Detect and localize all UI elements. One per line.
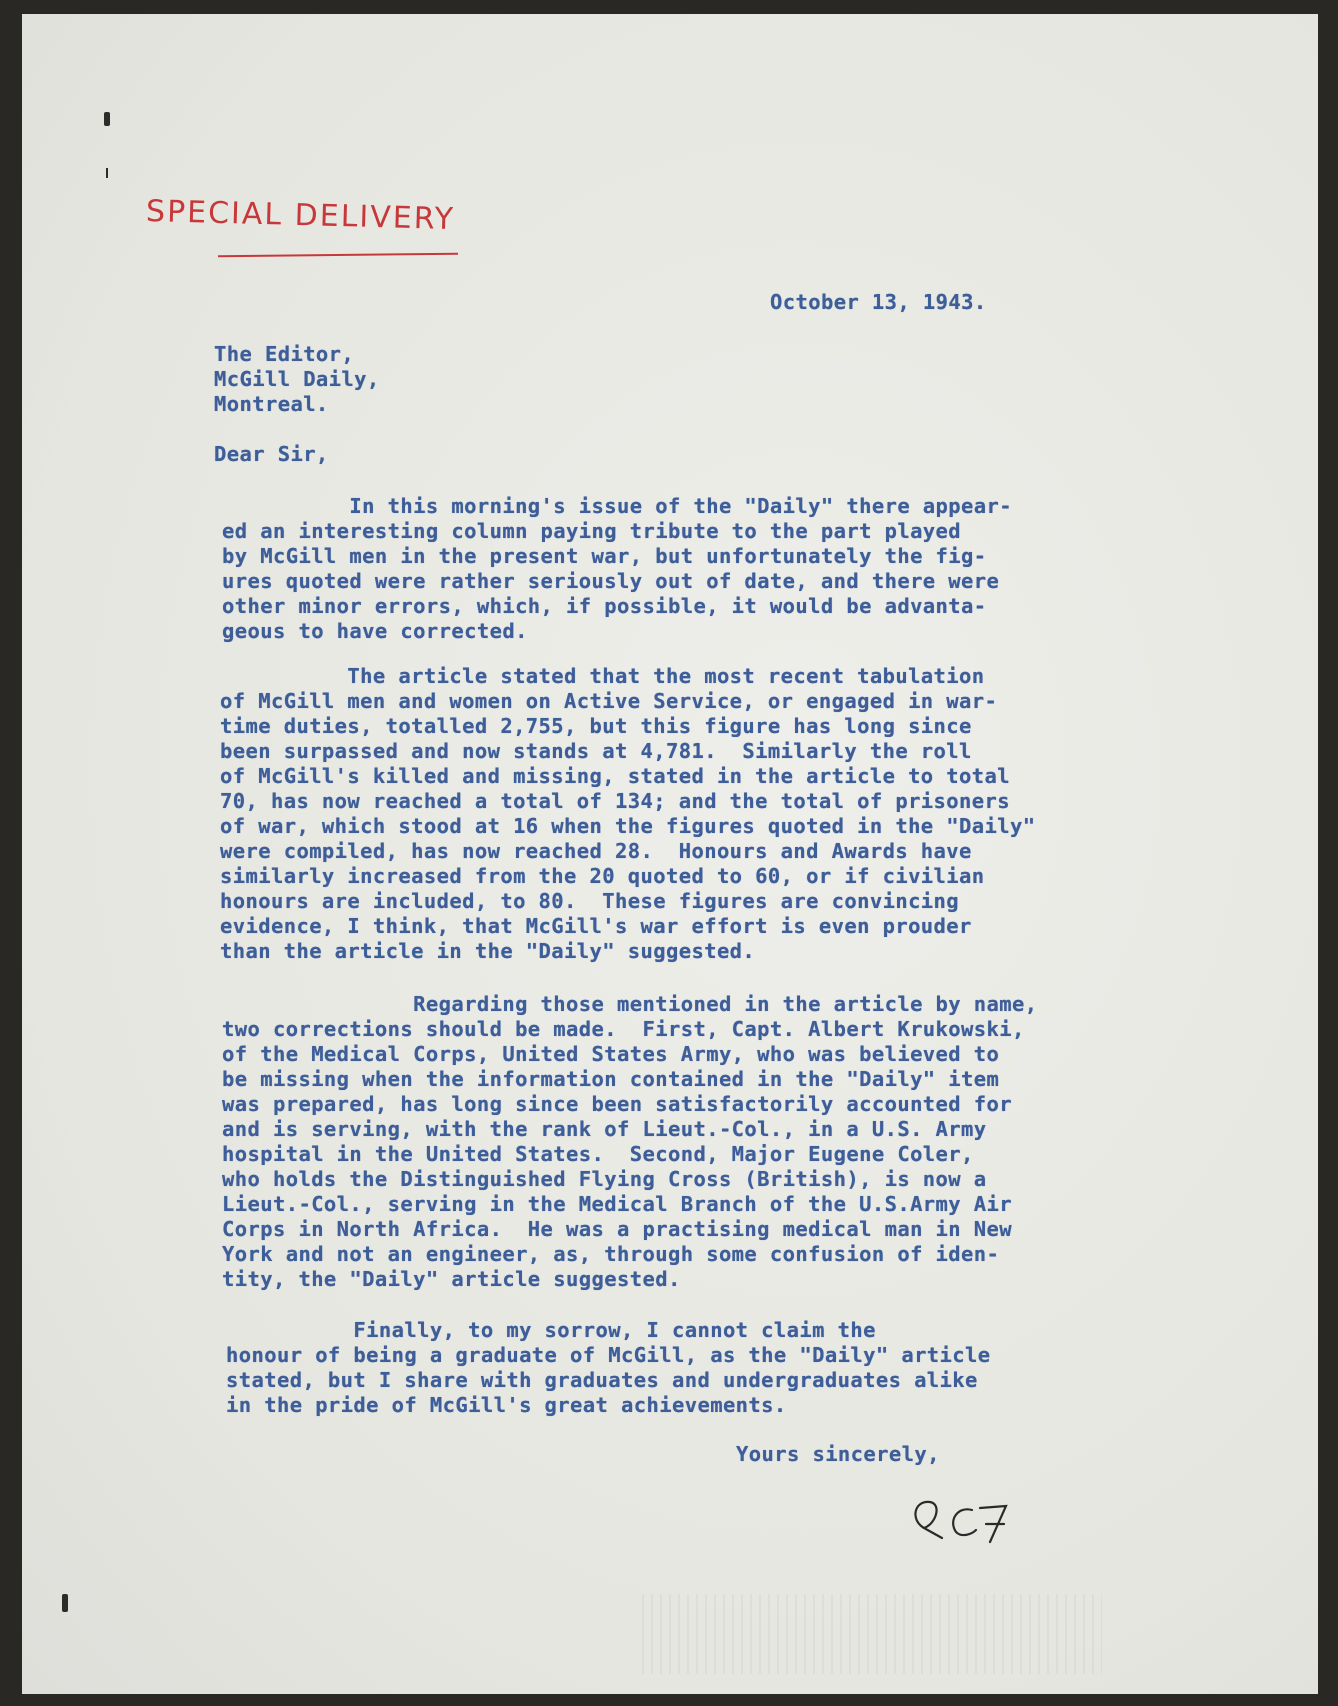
text-line: by McGill men in the present war, but unfortunately the fig- [222,544,987,568]
closing: Yours sincerely, [736,1442,940,1466]
letter-page [22,14,1318,1694]
faint-bleedthrough [642,1594,1102,1674]
special-delivery-underline [218,253,458,258]
text-line: other minor errors, which, if possible, it would be advanta- [222,594,987,618]
text-line: Lieut.-Col., serving in the Medical Branch of the U.S.Army Air [222,1192,1013,1216]
text-line: of the Medical Corps, United States Army, who was believed to [222,1042,1000,1066]
paragraph-1 [222,494,1012,644]
text-line: stated, but I share with graduates and undergraduates alike [226,1368,978,1392]
letter-date: October 13, 1943. [770,290,987,314]
text-line: ures quoted were rather seriously out of date, and there were [222,569,1000,593]
text-line: of war, which stood at 16 when the figures quoted in the "Daily" [220,814,1036,838]
text-line: Finally, to my sorrow, I cannot claim the [226,1318,876,1342]
text-line: ed an interesting column paying tribute to the part played [222,519,962,543]
text-line: of McGill men and women on Active Service, or engaged in war- [220,689,998,713]
edge-mark-bottom [62,1594,68,1612]
edge-mark-mid [106,168,108,178]
text-line: evidence, I think, that McGill's war effort is even prouder [220,914,972,938]
text-line: of McGill's killed and missing, stated in the article to total [220,764,1011,788]
text-line: who holds the Distinguished Flying Cross (British), is now a [222,1167,987,1191]
addressee-line: The Editor, [214,342,355,366]
salutation: Dear Sir, [214,442,329,466]
text-line: was prepared, has long since been satisfactorily accounted for [222,1092,1013,1116]
text-line: and is serving, with the rank of Lieut.-Col., in a U.S. Army [222,1117,987,1141]
special-delivery-annotation: SPECIAL DELIVERY [145,193,456,238]
text-line: than the article in the "Daily" suggested. [220,939,756,963]
text-line: tity, the "Daily" article suggested. [222,1267,681,1291]
text-line: been surpassed and now stands at 4,781. Similarly the roll [220,739,972,763]
addressee-line: Montreal. [214,392,329,416]
text-line: were compiled, has now reached 28. Honours and Awards have [220,839,972,863]
text-line: 70, has now reached a total of 134; and the total of prisoners [220,789,1011,813]
paragraph-2 [220,664,1036,964]
paragraph-3 [222,992,1038,1292]
text-line: The article stated that the most recent tabulation [220,664,985,688]
text-line: two corrections should be made. First, Capt. Albert Krukowski, [222,1017,1025,1041]
text-line: York and not an engineer, as, through some confusion of iden- [222,1242,1000,1266]
text-line: time duties, totalled 2,755, but this figure has long since [220,714,972,738]
paragraph-4 [226,1318,991,1418]
edge-mark-top [104,112,110,126]
text-line: geous to have corrected. [222,619,528,643]
handwritten-initials [902,1480,1032,1560]
text-line: in the pride of McGill's great achievements. [226,1393,787,1417]
text-line: honours are included, to 80. These figures are convincing [220,889,960,913]
text-line: similarly increased from the 20 quoted to 60, or if civilian [220,864,985,888]
text-line: be missing when the information contained in the "Daily" item [222,1067,1000,1091]
text-line: Regarding those mentioned in the article by name, [222,992,1038,1016]
text-line: honour of being a graduate of McGill, as the "Daily" article [226,1343,991,1367]
text-line: hospital in the United States. Second, Major Eugene Coler, [222,1142,974,1166]
addressee-line: McGill Daily, [214,367,380,391]
text-line: In this morning's issue of the "Daily" there appear- [222,494,1013,518]
text-line: Corps in North Africa. He was a practising medical man in New [222,1217,1013,1241]
addressee-block [214,342,380,417]
